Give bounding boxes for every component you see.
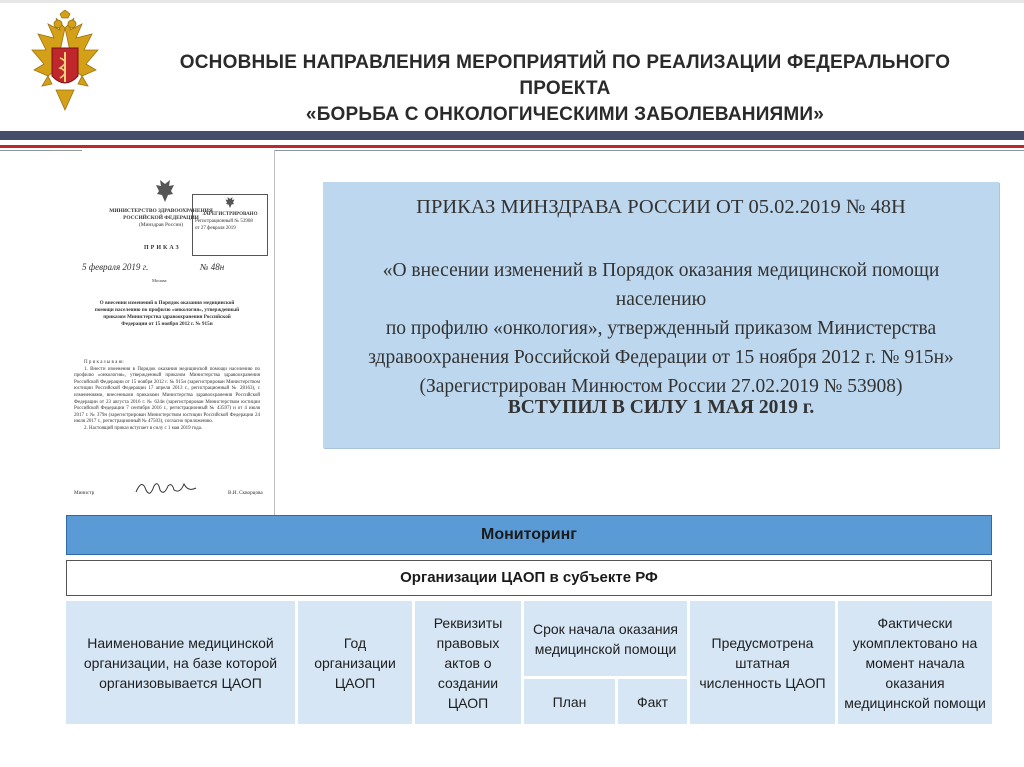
signer-role: Министр (74, 490, 95, 496)
column-header-actual: Фактически укомплектовано на момент начала оказания медицинской помощи (838, 601, 992, 724)
column-header-staff: Предусмотрена штатная численность ЦАОП (690, 601, 835, 724)
top-frame-line (0, 0, 1024, 3)
stamp-date: от 27 февраля 2019 (195, 226, 236, 231)
order-line-3: здравоохранения Российской Федерации от 15 ноября 2012 г. № 915н» (368, 347, 954, 368)
document-number: № 48н (200, 262, 225, 272)
order-line-1: «О внесении изменений в Порядок оказания медицинской помощи населению (382, 260, 940, 310)
body-heading: П р и к а з ы в а ю: (84, 360, 124, 365)
monitoring-header: Мониторинг (66, 515, 992, 555)
column-header-name: Наименование медицинской организации, на базе которой организовывается ЦАОП (66, 601, 295, 724)
ministry-line-2: РОССИЙСКОЙ ФЕДЕРАЦИИ (123, 215, 199, 221)
header-band-navy (0, 131, 1024, 140)
coat-of-arms-icon (26, 10, 104, 118)
body-paragraph-1: 1. Внести изменения в Порядок оказания медицинской помощи населению по профилю «онкология», утвержденный приказом Министерства здравоохранения Российской Федерации от 15 ноября 2012 г. № 915н (зарегистрирован Министерством юстиции Российской Федерации 17 апреля 2013 г., регистрационный № 28163), с изменениями, внесенными приказами Министерства здравоохранения Российской Федерации от 23 августа 2016 г. № 624н (зарегистрирован Министерством юстиции Российской Федерации 7 сентября 2016 г., регистрационный № 43597) и от 4 июля 2017 г. № 379н (зарегистрирован Министерством юстиции Российской Федерации 24 июля 2017 г., регистрационный № 47503), согласно приложению. (74, 366, 260, 425)
stamp-title: ЗАРЕГИСТРИРОВАНО (202, 212, 258, 217)
title-line-1: ОСНОВНЫЕ НАПРАВЛЕНИЯ МЕРОПРИЯТИЙ ПО РЕАЛИЗАЦИИ ФЕДЕРАЛЬНОГО ПРОЕКТА (179, 52, 951, 99)
scanned-order-document (52, 150, 275, 518)
org-title-row: Организации ЦАОП в субъекте РФ (66, 560, 992, 596)
document-body (74, 360, 260, 433)
header-band-red (0, 145, 1024, 148)
order-description (345, 256, 977, 401)
column-header-year: Год организации ЦАОП (298, 601, 412, 724)
order-summary-box (323, 182, 999, 448)
body-paragraph-2: 2. Настоящий приказ вступает в силу с 1 мая 2019 года. (84, 425, 203, 431)
registration-stamp (192, 194, 268, 256)
column-header-start: Срок начала оказания медицинской помощи (524, 601, 687, 676)
document-place: Москва (152, 278, 167, 283)
signer-name: В.И. Скворцова (228, 490, 263, 496)
stamp-reg-number: Регистрационный № 53908 (195, 219, 253, 224)
order-effective-date: ВСТУПИЛ В СИЛУ 1 МАЯ 2019 г. (507, 397, 815, 418)
order-line-2: по профилю «онкология», утвержденный приказом Министерства (385, 318, 937, 339)
title-line-2: «БОРЬБА С ОНКОЛОГИЧЕСКИМИ ЗАБОЛЕВАНИЯМИ» (305, 104, 825, 125)
signature-icon (132, 476, 202, 500)
column-header-acts: Реквизиты правовых актов о создании ЦАОП (415, 601, 521, 724)
order-heading: ПРИКАЗ МИНЗДРАВА РОССИИ ОТ 05.02.2019 № 48Н (416, 196, 906, 218)
document-edge-mark (52, 150, 82, 151)
ministry-line-1: МИНИСТЕРСТВО ЗДРАВООХРАНЕНИЯ (109, 208, 213, 214)
document-subject: О внесении изменений в Порядок оказания медицинской помощи населению по профилю «онкология», утвержденный приказом Министерства здравоохранения Российской Федерации от 15 ноября 2012 г. № 915н (94, 300, 240, 327)
order-line-4: (Зарегистрирован Минюстом России 27.02.2019 № 53908) (419, 376, 903, 397)
document-date: 5 февраля 2019 г. (82, 262, 149, 272)
stamp-eagle-icon (225, 197, 235, 209)
ministry-line-3: (Минздрав России) (138, 222, 184, 228)
document-eagle-icon (156, 180, 174, 204)
document-prikaz-label: ПРИКАЗ (144, 245, 181, 251)
subheader-plan: План (524, 679, 615, 724)
page-title (150, 50, 980, 128)
subheader-fact: Факт (618, 679, 687, 724)
